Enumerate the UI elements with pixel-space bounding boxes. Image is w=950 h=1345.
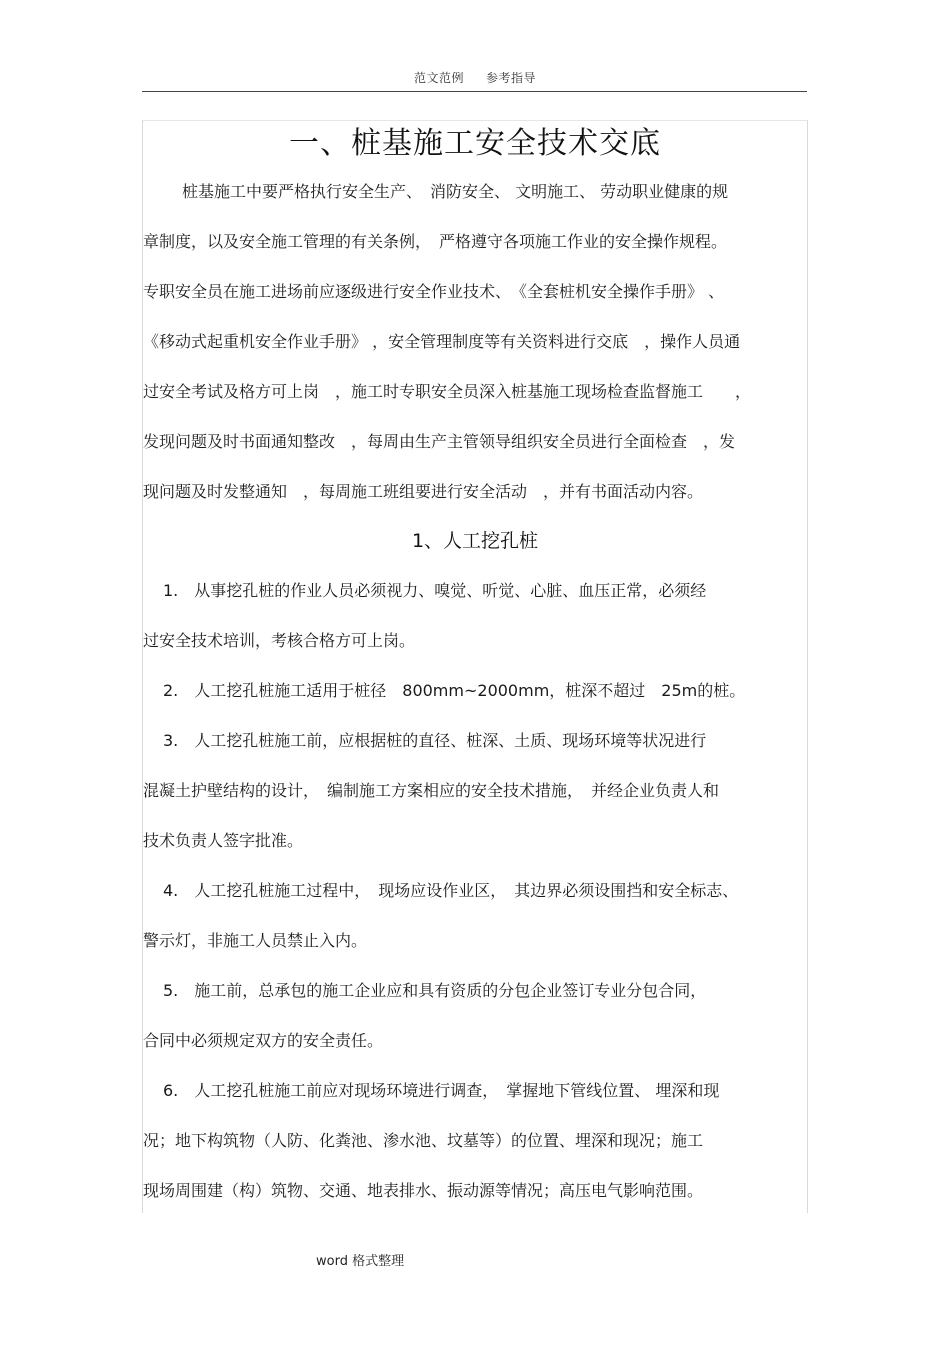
list-item-line: 3. 人工挖孔桩施工前，应根据桩的直径、桩深、土质、现场环境等状况进行 bbox=[163, 731, 707, 750]
intro-line: 桩基施工中要严格执行安全生产、 消防安全、 文明施工、 劳动职业健康的规 bbox=[182, 182, 729, 201]
list-item-line: 4. 人工挖孔桩施工过程中， 现场应设作业区， 其边界必须设围挡和安全标志、 bbox=[163, 881, 739, 900]
intro-line: 发现问题及时书面通知整改 ，每周由生产主管领导组织安全员进行全面检查 ，发 bbox=[143, 432, 736, 451]
header-left-text: 范文范例 bbox=[413, 71, 464, 85]
header-divider bbox=[142, 91, 807, 92]
list-item-line: 况；地下构筑物（人防、化粪池、渗水池、坟墓等）的位置、埋深和现况；施工 bbox=[143, 1131, 704, 1150]
list-item-line: 技术负责人签字批准。 bbox=[143, 831, 304, 850]
list-item-line: 警示灯，非施工人员禁止入内。 bbox=[143, 931, 368, 950]
list-item-line: 6. 人工挖孔桩施工前应对现场环境进行调查， 掌握地下管线位置、 埋深和现 bbox=[163, 1081, 720, 1100]
intro-line: 专职安全员在施工进场前应逐级进行安全作业技术、 《全套桩机安全操作手册》 、 bbox=[143, 282, 725, 301]
list-item-line: 合同中必须规定双方的安全责任。 bbox=[143, 1031, 384, 1050]
intro-line: 现问题及时发整通知 ，每周施工班组要进行安全活动 ，并有书面活动内容。 bbox=[143, 482, 704, 501]
section-title: 1、人工挖孔桩 bbox=[411, 530, 539, 552]
intro-line: 章制度，以及安全施工管理的有关条例， 严格遵守各项施工作业的安全操作规程。 bbox=[143, 232, 728, 251]
document-title: 一、桩基施工安全技术交底 bbox=[289, 126, 661, 161]
intro-line: 《移动式起重机安全作业手册》 ，安全管理制度等有关资料进行交底 ，操作人员通 bbox=[143, 332, 741, 351]
list-item-line: 现场周围建（构）筑物、交通、地表排水、振动源等情况；高压电气影响范围。 bbox=[143, 1181, 704, 1200]
list-item-line: 2. 人工挖孔桩施工适用于桩径 800mm~2000mm，桩深不超过 25m的桩。 bbox=[163, 681, 746, 700]
page-footer: word 格式整理 bbox=[316, 1254, 405, 1269]
list-item-line: 混凝土护壁结构的设计， 编制施工方案相应的安全技术措施， 并经企业负责人和 bbox=[143, 781, 720, 800]
list-item-line: 1. 从事挖孔桩的作业人员必须视力、嗅觉、听觉、心脏、血压正常，必须经 bbox=[163, 581, 707, 600]
intro-line: 过安全考试及格方可上岗 ，施工时专职安全员深入桩基施工现场检查监督施工 ， bbox=[143, 382, 752, 401]
list-item-line: 5. 施工前，总承包的施工企业应和具有资质的分包企业签订专业分包合同， bbox=[163, 981, 707, 1000]
page-header bbox=[0, 69, 950, 86]
header-right-text: 参考指导 bbox=[486, 71, 537, 85]
list-item-line: 过安全技术培训，考核合格方可上岗。 bbox=[143, 631, 416, 650]
